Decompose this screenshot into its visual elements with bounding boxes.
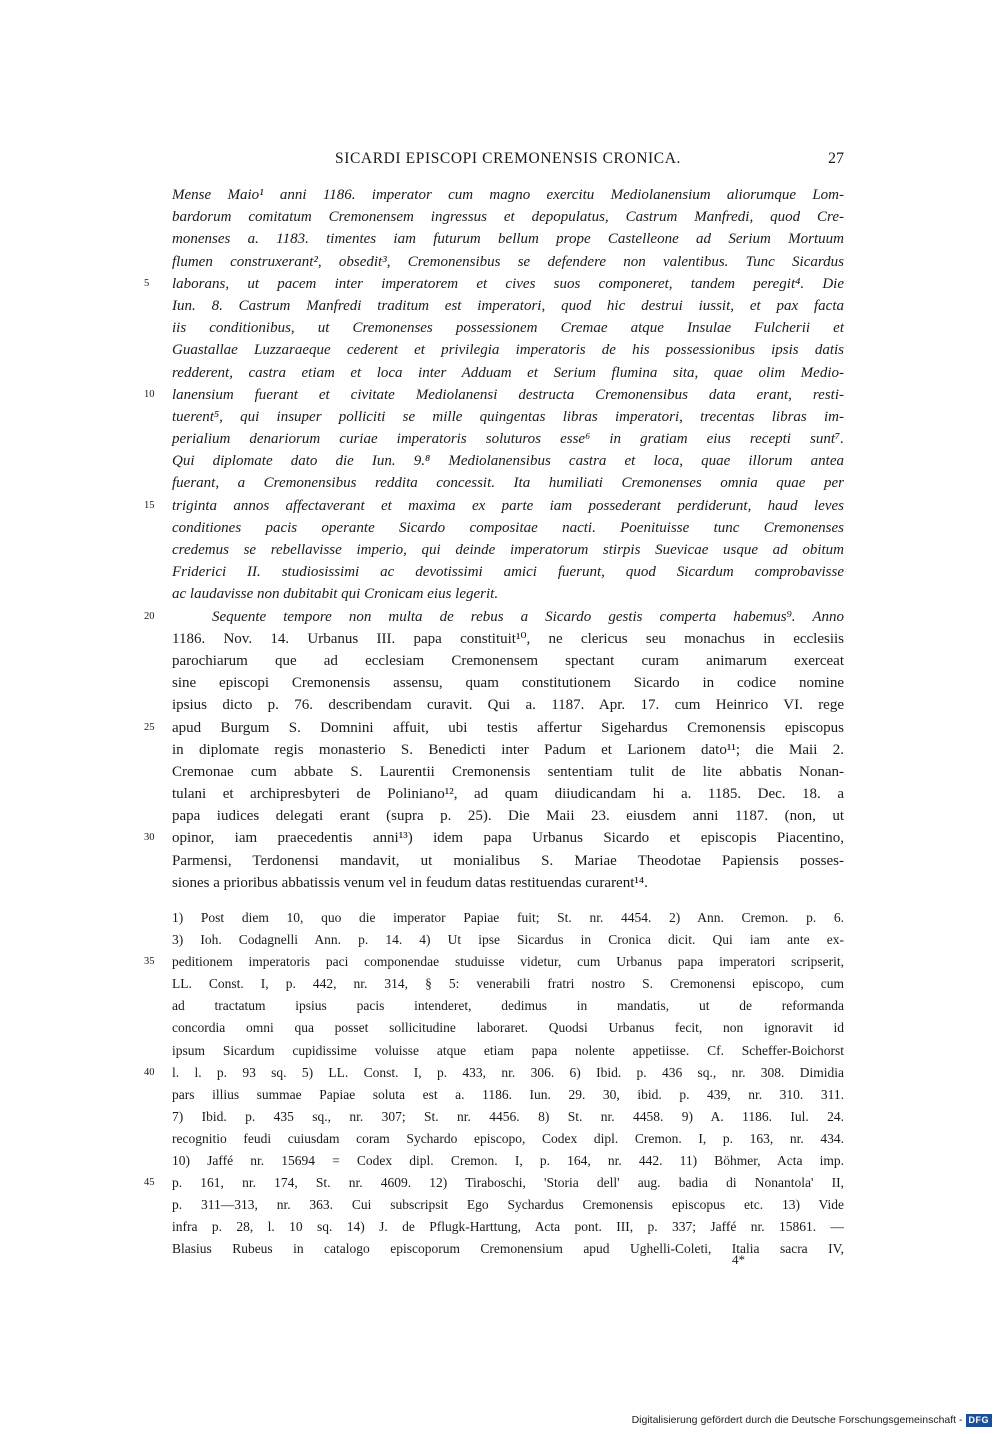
main-text-line-text: siones a prioribus abbatissis venum vel in feudum datas restituendas curarent¹⁴. — [172, 874, 648, 891]
footnote-line — [172, 995, 844, 1017]
footnote-line-text: 7) Ibid. p. 435 sq., nr. 307; St. nr. 4456. 8) St. nr. 4458. 9) A. 1186. Iul. 24. — [172, 1108, 844, 1124]
main-text-line — [172, 850, 844, 872]
main-text-line-text: redderent, castra etiam et loca inter Adduam et Serium flumina sita, quae olim Medio- — [172, 364, 844, 381]
main-text-line-text: Sequente tempore non multa de rebus a Sicardo gestis comperta habemus⁹. Anno — [212, 608, 844, 625]
footnote-line — [144, 1172, 844, 1194]
line-number: 30 — [144, 832, 155, 844]
main-text-line — [172, 406, 844, 428]
line-number: 40 — [144, 1066, 155, 1078]
line-number: 5 — [144, 277, 150, 289]
main-text-line — [144, 495, 844, 517]
digitization-notice — [632, 1412, 992, 1428]
main-text-line-text: credemus se rebellavisse imperio, qui deinde imperatorum stirpis Suevicae usque ad obitum — [172, 542, 844, 558]
footnote-line-text: peditionem imperatoris paci componendae studuisse videtur, cum Urbanus papa imperatori scripserit, — [172, 954, 844, 970]
main-text-line-text: sine episcopi Cremonensis assensu, quam constitutionem Sicardo in codice nomine — [172, 675, 844, 692]
main-text-line-text: 1186. Nov. 14. Urbanus III. papa constituit¹⁰, ne clericus seu monachus in ecclesiis — [172, 630, 844, 647]
main-text-line — [172, 450, 844, 472]
main-text-line — [172, 517, 844, 539]
main-text-line — [172, 539, 844, 561]
main-text-line — [172, 672, 844, 694]
main-text-line-text: tuerent⁵, qui insuper polliciti se mille quingentas libras imperatori, trecentas libras im- — [172, 408, 844, 425]
footnote-line — [172, 907, 844, 929]
main-text-line — [172, 561, 844, 583]
main-text-line — [172, 362, 844, 384]
footnote-line-text: ipsum Sicardum cupidissime voluisse atque etiam papa nolente appetiisse. Cf. Scheffer-Boichorst — [172, 1042, 844, 1058]
main-text-line — [172, 428, 844, 450]
main-text-line — [172, 295, 844, 317]
line-number: 35 — [144, 956, 155, 968]
footnote-line-text: 3) Ioh. Codagnelli Ann. p. 14. 4) Ut ipse Sicardus in Cronica dicit. Qui iam ante ex- — [172, 932, 844, 948]
footnote-line — [172, 1150, 844, 1172]
footnote-line-text: recognitio feudi cuiusdam coram Sychardo episcopo, Codex dipl. Cremon. I, p. 163, nr. 434. — [172, 1130, 844, 1146]
footnote-line — [172, 1084, 844, 1106]
line-number: 25 — [144, 721, 155, 733]
main-text-line-text: Guastallae Luzzaraeque cederent et privilegia imperatoris de his possessionibus ipsis datis — [172, 342, 844, 359]
main-text-line — [144, 606, 844, 628]
main-text-line-text: Parmensi, Terdonensi mandavit, ut monialibus S. Mariae Theodotae Papiensis posses- — [172, 852, 844, 869]
footnote-line-text: p. 311—313, nr. 363. Cui subscripsit Ego Sychardus Cremonensis episcopus etc. 13) Vide — [172, 1197, 844, 1213]
running-title: SICARDI EPISCOPI CREMONENSIS CRONICA. — [334, 150, 682, 167]
main-text-line — [172, 206, 844, 228]
main-text-line-text: iis conditionibus, ut Cremonenses possessionem Cremae atque Insulae Fulcherii et — [172, 320, 844, 337]
main-text-line-text: lanensium fuerant et civitate Mediolanensi destructa Cremonensibus data erant, resti- — [172, 386, 844, 403]
main-text-line-text: monenses a. 1183. timentes iam futurum bellum prope Castelleone ad Serium Mortuum — [172, 231, 844, 248]
main-text-line — [172, 739, 844, 761]
main-text-line — [172, 650, 844, 672]
main-text-line-text: bardorum comitatum Cremonensem ingressus et depopulatus, Castrum Manfredi, quod Cre- — [172, 209, 844, 226]
main-text-line — [172, 583, 844, 605]
main-text-line-text: papa iudices delegati erant (supra p. 25). Die Maii 23. eiusdem anni 1187. (non, ut — [172, 808, 844, 825]
line-number: 15 — [144, 499, 155, 511]
main-text-line — [172, 628, 844, 650]
footnote-line-text: 1) Post diem 10, quo die imperator Papiae fuit; St. nr. 4454. 2) Ann. Cremon. p. 6. — [172, 910, 844, 925]
footnote-line-text: p. 161, nr. 174, St. nr. 4609. 12) Tiraboschi, 'Storia dell' aug. badia di Nonantola' II, — [172, 1175, 844, 1191]
main-text-line-text: laborans, ut pacem inter imperatorem et cives suos componeret, tandem peregit⁴. Die — [172, 275, 844, 292]
footnote-line — [172, 973, 844, 995]
main-text-line — [144, 827, 844, 849]
main-text-line-text: Iun. 8. Castrum Manfredi traditum est imperatori, quod hic destrui iussit, et pax facta — [172, 297, 844, 314]
main-text-line — [144, 384, 844, 406]
line-number: 45 — [144, 1177, 155, 1189]
main-text-line-text: ipsius dicto p. 76. describendam curavit. Qui a. 1187. Apr. 17. cum Heinrico VI. rege — [172, 697, 844, 714]
page-number: 27 — [828, 150, 844, 167]
main-text-line-text: Qui diplomate dato die Iun. 9.⁸ Mediolanensibus castra et loca, quae illorum antea — [172, 453, 844, 470]
main-text-line — [172, 761, 844, 783]
footnote-line — [144, 1062, 844, 1084]
main-text-line-text: opinor, iam praecedentis anni¹³) idem papa Urbanus Sicardo et episcopis Piacentino, — [172, 830, 844, 847]
footnote-line — [144, 951, 844, 973]
sheet-signature: 4* — [732, 1252, 745, 1267]
page-header — [172, 150, 844, 174]
footnote-line-text: pars illius summae Papiae soluta est a. 1186. Iun. 29. 30, ibid. p. 439, nr. 310. 311. — [172, 1086, 844, 1102]
main-text-line — [144, 717, 844, 739]
main-text-block — [144, 184, 844, 894]
main-text-line-text: apud Burgum S. Domnini affuit, ubi testis affertur Sigehardus Cremonensis episcopus — [172, 719, 844, 736]
digitization-text: Digitalisierung gefördert durch die Deutsche Forschungsgemeinschaft - — [631, 1414, 963, 1426]
footnote-line-text: infra p. 28, l. 10 sq. 14) J. de Pflugk-Harttung, Acta pont. III, p. 337; Jaffé nr. 15861. — — [172, 1219, 844, 1235]
main-text-line — [172, 184, 844, 206]
footnote-line — [172, 1128, 844, 1150]
footnote-line — [172, 929, 844, 951]
main-text-line-text: conditiones pacis operante Sicardo compositae nacti. Poenituisse tunc Cremonenses — [172, 519, 844, 536]
dfg-logo-icon: DFG — [966, 1414, 993, 1427]
main-text-line — [172, 872, 844, 894]
main-text-line-text: parochiarum que ad ecclesiam Cremonensem spectant curam animarum exerceat — [172, 652, 844, 669]
footnote-line — [172, 1106, 844, 1128]
footnote-line-text: concordia omni qua posset sollicitudine laboraret. Quodsi Urbanus fecit, non ignoravit id — [172, 1020, 844, 1036]
main-text-line-text: ac laudavisse non dubitabit qui Cronicam eius legerit. — [172, 586, 499, 603]
footnote-line-text: LL. Const. I, p. 442, nr. 314, § 5: venerabili fratri nostro S. Cremonensi episcopo, cum — [172, 976, 844, 992]
footnote-line — [172, 1194, 844, 1216]
main-text-line-text: triginta annos affectaverant et maxima ex parte iam possederant perdiderunt, haud leves — [172, 497, 844, 514]
main-text-line — [172, 472, 844, 494]
footnotes-block — [144, 907, 844, 1261]
main-text-line — [172, 339, 844, 361]
line-number: 10 — [144, 388, 155, 400]
main-text-line-text: fuerant, a Cremonensibus reddita concessit. Ita humiliati Cremonenses omnia quae per — [172, 475, 844, 492]
main-text-line-text: perialium denariorum curiae imperatoris soluturos esse⁶ in gratiam eius recepti sunt⁷. — [172, 431, 844, 448]
main-text-line-text: Friderici II. studiosissimi ac devotissimi amici fuerunt, quod Sicardum comprobavisse — [172, 564, 844, 581]
main-text-line-text: Mense Maio¹ anni 1186. imperator cum magno exercitu Mediolanensium aliorumque Lom- — [172, 187, 844, 203]
main-text-line-text: flumen construxerant², obsedit³, Cremonensibus se defendere non valentibus. Tunc Sicardus — [172, 253, 844, 270]
main-text-line — [172, 783, 844, 805]
footnote-line-text: ad tractatum ipsius pacis intenderet, dedimus in mandatis, ut de reformanda — [172, 998, 844, 1014]
footnote-line-text: l. l. p. 93 sq. 5) LL. Const. I, p. 433, nr. 306. 6) Ibid. p. 436 sq., nr. 308. Dimidia — [172, 1064, 844, 1080]
main-text-line-text: Cremonae cum abbate S. Laurentii Cremonensis sententiam tulit de lite abbatis Nonan- — [172, 763, 844, 780]
main-text-line — [172, 228, 844, 250]
footnote-line-text: 10) Jaffé nr. 15694 = Codex dipl. Cremon. I, p. 164, nr. 442. 11) Böhmer, Acta imp. — [172, 1153, 844, 1169]
footnote-line — [172, 1017, 844, 1039]
main-text-line — [172, 317, 844, 339]
main-text-line — [172, 694, 844, 716]
main-text-line — [172, 251, 844, 273]
main-text-line — [144, 273, 844, 295]
footnote-line — [172, 1040, 844, 1062]
main-text-line-text: in diplomate regis monasterio S. Benedicti inter Padum et Larionem dato¹¹; die Maii 2. — [172, 741, 844, 758]
main-text-line-text: tulani et archipresbyteri de Poliniano¹², ad quam diiudicandam hi a. 1185. Dec. 18. a — [172, 786, 844, 803]
main-text-line — [172, 805, 844, 827]
line-number: 20 — [144, 610, 155, 622]
footnote-line — [172, 1216, 844, 1238]
footnote-line-text: Blasius Rubeus in catalogo episcoporum Cremonensium apud Ughelli-Coleti, Italia sacra IV, — [172, 1241, 844, 1257]
